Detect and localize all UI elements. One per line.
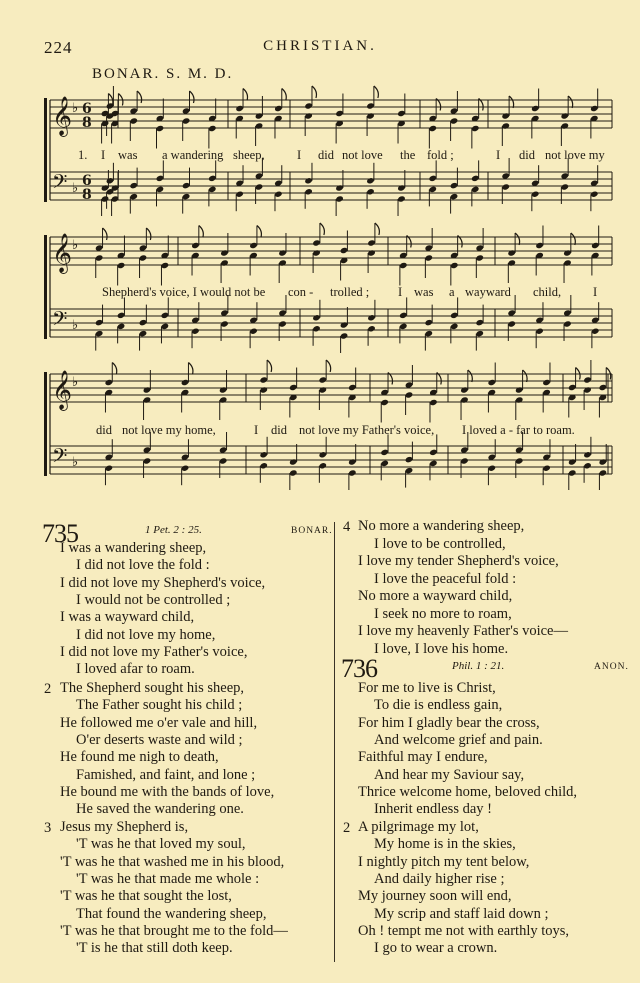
verse-line: My journey soon will end,	[358, 888, 512, 905]
verse-line: I go to wear a crown.	[374, 940, 498, 957]
lyric-s1-3: a wandering	[162, 148, 224, 162]
bass-clef: 𝄢	[52, 170, 68, 198]
lyric-s3-1: not love my home,	[122, 423, 216, 437]
verse-line: I love the peaceful fold :	[374, 570, 517, 587]
treble-clef: 𝄞	[52, 233, 73, 273]
note-flag	[118, 94, 123, 106]
bass-clef: 𝄢	[52, 307, 68, 335]
note-flag	[320, 223, 325, 235]
system-brace	[44, 235, 47, 339]
hymn-735-verse-3-number: 3	[44, 820, 52, 836]
note-flag	[509, 96, 513, 108]
note-flag	[188, 363, 193, 375]
verse-line: And daily higher rise ;	[374, 870, 505, 887]
verse-line: And hear my Saviour say,	[374, 766, 525, 783]
lyric-s1-8: the	[400, 148, 416, 162]
verse-line: I was a wandering sheep,	[60, 540, 207, 556]
note-flag	[243, 89, 248, 101]
verse-line: I was a wayward child,	[60, 609, 195, 626]
note-flag	[257, 226, 262, 238]
verse-line: Inherit endless day !	[374, 801, 492, 818]
verse-line: 'T is he that still doth keep.	[76, 940, 233, 957]
note-flag	[112, 363, 117, 375]
hymn-735-number: 735	[42, 519, 78, 548]
lyric-s1-5: I	[297, 148, 302, 162]
verse-line: He bound me with the bands of love,	[60, 783, 275, 800]
verse-line: 'T was he that loved my soul,	[76, 836, 246, 853]
column-divider	[334, 522, 335, 962]
hymn-736-author: ANON.	[594, 662, 629, 672]
lyric-s1-2: was	[118, 148, 138, 162]
note-flag	[571, 233, 576, 245]
flat-sign: ♭	[72, 101, 79, 116]
lyric-s2-1: con -	[288, 285, 314, 299]
flat-sign: ♭	[72, 455, 79, 470]
lyric-s2-3: I	[398, 285, 403, 299]
lyric-s3-3: did	[271, 423, 287, 437]
time-signature: 8	[82, 115, 92, 131]
verse-line: He found me nigh to death,	[60, 749, 219, 766]
hymn-735-reference: 1 Pet. 2 : 25.	[145, 524, 202, 536]
note-flag	[374, 86, 379, 98]
verse-line: For him I gladly bear the cross,	[358, 714, 540, 731]
verse-line: Oh ! tempt me not with earthly toys,	[358, 922, 570, 939]
time-signature: 6	[82, 101, 92, 117]
note-flag	[523, 370, 528, 382]
verse-line: A pilgrimage my lot,	[358, 819, 479, 835]
treble-clef: 𝄞	[52, 370, 73, 410]
lyric-s2-2: trolled ;	[330, 285, 370, 299]
verse-line: And welcome grief and pain.	[374, 731, 543, 748]
lyric-s2-4: was	[414, 285, 434, 299]
note-flag	[375, 223, 380, 235]
note-flag	[103, 228, 108, 240]
lyric-s1-10: I	[496, 148, 501, 162]
lyric-s1-11: did	[519, 148, 535, 162]
lyric-s2-8: I	[593, 285, 598, 299]
hymn-735-verse-4-number: 4	[343, 519, 351, 535]
verse-line: I did not love my Shepherd's voice,	[60, 574, 266, 591]
flat-sign: ♭	[72, 318, 79, 333]
verse-line: I would not be controlled ;	[76, 591, 231, 608]
system-brace	[44, 372, 47, 476]
lyric-s1-1: I	[101, 148, 106, 162]
lyric-s2-0: Shepherd's voice, I would not be	[102, 285, 266, 299]
verse-line: For me to live is Christ,	[358, 680, 496, 696]
treble-clef: 𝄞	[52, 96, 73, 136]
verse-line: He followed me o'er vale and hill,	[60, 714, 258, 731]
verse-line: My home is in the skies,	[374, 836, 516, 853]
lyric-s1-4: sheep,	[233, 148, 265, 162]
flat-sign: ♭	[72, 181, 79, 196]
lyric-s1-12: not love my	[545, 148, 605, 162]
verse-line: Jesus my Shepherd is,	[60, 819, 189, 835]
verse-line: Faithful may I endure,	[358, 749, 488, 766]
lyric-s1-7: not love	[342, 148, 383, 162]
verse-line: My scrip and staff laid down ;	[374, 905, 549, 922]
note-flag	[326, 360, 331, 372]
note-flag	[568, 96, 573, 108]
lyric-s2-6: wayward	[465, 285, 511, 299]
verse-line: 'T was he that washed me in his blood,	[60, 853, 285, 870]
flat-sign: ♭	[72, 375, 79, 390]
verse-line: No more a wandering sheep,	[358, 518, 525, 534]
hymn-735-author: BONAR.	[291, 526, 333, 536]
note-flag	[267, 360, 272, 372]
verse-line: I seek no more to roam,	[374, 605, 512, 622]
verse-line: 'T was he that brought me to the fold—	[60, 922, 288, 939]
verse-line: To die is endless gain,	[374, 697, 503, 714]
verse-line: O'er deserts waste and wild ;	[76, 731, 243, 748]
verse-line: I did not love my home,	[76, 626, 216, 643]
tune-name: BONAR. S. M. D.	[92, 66, 234, 82]
lyric-s3-2: I	[254, 423, 259, 437]
verse-line: I love my tender Shepherd's voice,	[358, 553, 559, 569]
lyric-s3-5: I loved a - far to roam.	[462, 423, 575, 437]
note-flag	[312, 86, 317, 98]
lyric-s1-0: 1.	[78, 148, 88, 162]
verse-line: Thrice welcome home, beloved child,	[358, 783, 578, 800]
lyric-s3-4: not love my Father's voice,	[299, 423, 435, 437]
verse-line: I nightly pitch my tent below,	[358, 853, 530, 870]
lyric-s2-5: a	[449, 285, 455, 299]
note-flag	[146, 228, 151, 240]
verse-line: The Father sought his child ;	[76, 697, 243, 714]
note-flag	[468, 370, 473, 382]
bass-clef: 𝄢	[52, 444, 68, 472]
verse-line: I love to be controlled,	[374, 535, 506, 552]
hymn-736-verse-2-number: 2	[343, 820, 351, 836]
verse-line: That found the wandering sheep,	[76, 905, 267, 922]
note-flag	[137, 91, 142, 103]
note-flag	[515, 233, 520, 245]
note-flag	[199, 226, 204, 238]
verse-line: The Shepherd sought his sheep,	[60, 680, 245, 696]
verse-line: No more a wayward child,	[358, 588, 513, 604]
note-flag	[576, 368, 581, 380]
verse-line: I love my heavenly Father's voice—	[358, 623, 568, 639]
flat-sign: ♭	[72, 238, 79, 253]
note-flag	[189, 91, 194, 103]
hymn-736-number: 736	[341, 654, 377, 683]
verse-line: I did not love my Father's voice,	[60, 643, 248, 660]
hymn-735-verse-2-number: 2	[44, 681, 52, 697]
lyric-s1-9: fold ;	[427, 148, 454, 162]
lyric-s3-0: did	[96, 423, 112, 437]
time-signature: 6	[82, 173, 92, 189]
time-signature: 8	[82, 187, 92, 203]
verse-line: He saved the wandering one.	[76, 801, 244, 818]
verse-line: Famished, and faint, and lone ;	[76, 766, 256, 783]
note-flag	[282, 89, 287, 101]
verse-line: 'T was he that sought the lost,	[60, 888, 232, 905]
system-brace	[44, 98, 47, 202]
hymn-736-reference: Phil. 1 : 21.	[452, 660, 505, 672]
verse-line: 'T was he that made me whole :	[76, 870, 260, 887]
lyric-s1-6: did	[318, 148, 334, 162]
verse-line: I did not love the fold :	[76, 557, 210, 574]
running-title: CHRISTIAN.	[263, 38, 377, 54]
verse-line: I love, I love his home.	[374, 640, 509, 657]
lyric-s2-7: child,	[533, 285, 562, 299]
page-number: 224	[44, 38, 73, 57]
verse-line: I loved afar to roam.	[76, 661, 195, 678]
